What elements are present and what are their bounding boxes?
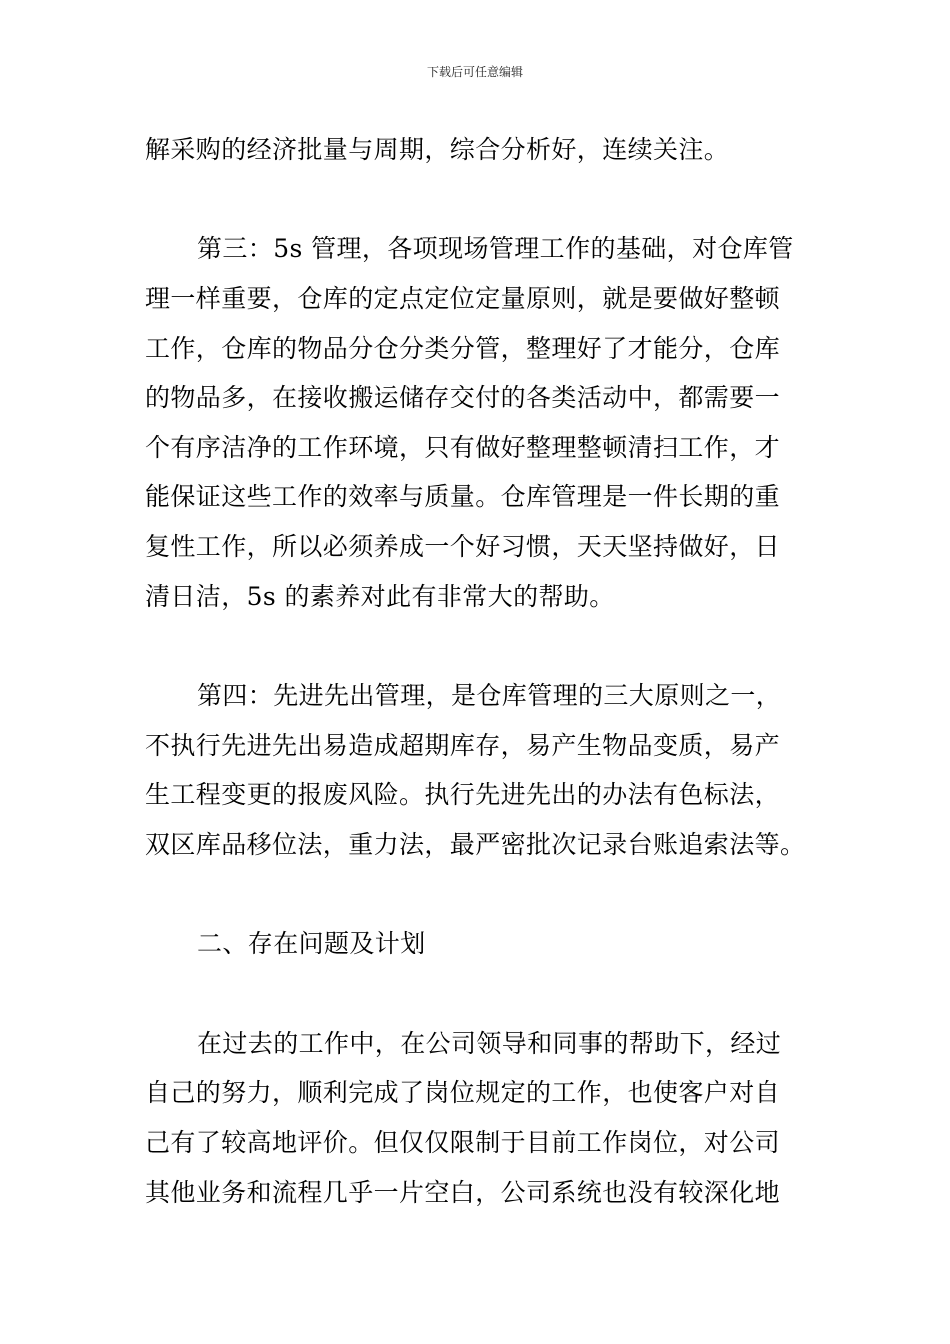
text-line: 工作，仓库的物品分仓分类分管，整理好了才能分，仓库 xyxy=(145,334,781,363)
text-line: 双区库品移位法，重力法，最严密批次记录台账追索法等。 xyxy=(145,830,806,859)
text-line: 生工程变更的报废风险。执行先进先出的办法有色标法， xyxy=(145,780,781,809)
text-line: 个有序洁净的工作环境，只有做好整理整顿清扫工作，才 xyxy=(145,433,781,462)
section-heading: 二、存在问题及计划 xyxy=(197,929,426,958)
text-line: 己有了较高地评价。但仅仅限制于目前工作岗位，对公司 xyxy=(145,1128,781,1157)
text-line: 不执行先进先出易造成超期库存，易产生物品变质，易产 xyxy=(145,731,781,760)
text-line: 复性工作，所以必须养成一个好习惯，天天坚持做好，日 xyxy=(145,532,781,561)
text-line: 第四：先进先出管理，是仓库管理的三大原则之一， xyxy=(197,681,782,710)
text-line: 其他业务和流程几乎一片空白，公司系统也没有较深化地 xyxy=(145,1178,781,1207)
text-line: 自己的努力，顺利完成了岗位规定的工作，也使客户对自 xyxy=(145,1078,781,1107)
text-line: 清日洁，5s 的素养对此有非常大的帮助。 xyxy=(145,582,615,611)
text-line: 的物品多，在接收搬运储存交付的各类活动中，都需要一 xyxy=(145,383,781,412)
text-line: 第三：5s 管理，各项现场管理工作的基础，对仓库管 xyxy=(197,234,794,263)
text-line: 解采购的经济批量与周期，综合分析好，连续关注。 xyxy=(145,135,730,164)
page-header: 下载后可任意编辑 xyxy=(426,65,523,79)
text-line: 能保证这些工作的效率与质量。仓库管理是一件长期的重 xyxy=(145,482,781,511)
text-line: 理一样重要，仓库的定点定位定量原则，就是要做好整顿 xyxy=(145,284,781,313)
text-line: 在过去的工作中，在公司领导和同事的帮助下，经过 xyxy=(197,1029,782,1058)
